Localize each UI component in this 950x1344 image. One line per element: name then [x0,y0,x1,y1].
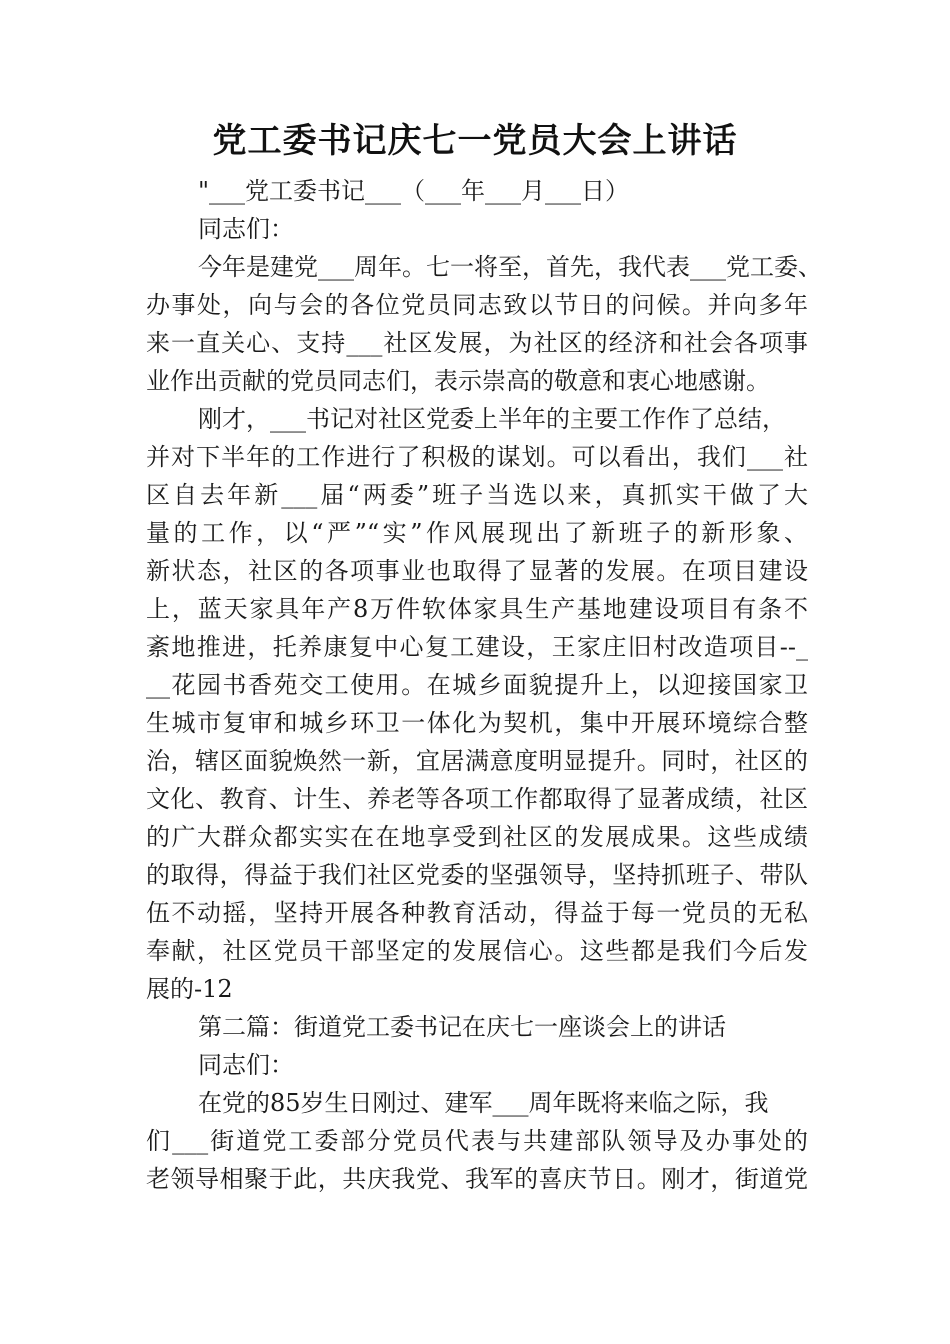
salutation: 同志们： [198,1051,294,1079]
paragraph-line: 伍不动摇，坚持开展各种教育活动，得益于每一党员的无私 [146,899,808,927]
paragraph-line: 刚才，___书记对社区党委上半年的主要工作作了总结， [198,405,786,433]
paragraph-line: 区自去年新___届“两委”班子当选以来，真抓实干做了大 [146,481,808,509]
section-heading: 第二篇：街道党工委书记在庆七一座谈会上的讲话 [198,1013,726,1041]
paragraph-line: 办事处，向与会的各位党员同志致以节日的问候。并向多年 [146,291,808,319]
paragraph-line: 紊地推进，托养康复中心复工建设，王家庄旧村改造项目--_ [146,633,808,661]
document-body [146,172,822,1198]
paragraph-line: 业作出贡献的党员同志们，表示崇高的敬意和衷心地感谢。 [146,367,770,395]
paragraph-line: 上，蓝天家具年产8万件软体家具生产基地建设项目有条不 [146,595,808,623]
byline: "___党工委书记___（___年___月___日） [198,177,630,205]
paragraph-line: 的广大群众都实实在在地享受到社区的发展成果。这些成绩 [146,823,808,851]
paragraph-line: 老领导相聚于此，共庆我党、我军的喜庆节日。刚才，街道党 [146,1165,808,1193]
paragraph-line: 奉献，社区党员干部坚定的发展信心。这些都是我们今后发 [146,937,808,965]
document-title: 党工委书记庆七一党员大会上讲话 [212,121,738,161]
paragraph-line: 治，辖区面貌焕然一新，宜居满意度明显提升。同时，社区的 [146,747,808,775]
paragraph-line: 的取得，得益于我们社区党委的坚强领导，坚持抓班子、带队 [146,861,808,889]
paragraph-line: 并对下半年的工作进行了积极的谋划。可以看出，我们___社 [146,443,808,471]
paragraph-line: 今年是建党___周年。七一将至，首先，我代表___党工委、 [198,253,822,281]
paragraph-line: 量的工作，以“严”“实”作风展现出了新班子的新形象、 [146,519,808,547]
paragraph-line: 生城市复审和城乡环卫一体化为契机，集中开展环境综合整 [146,709,808,737]
paragraph-line: 在党的85岁生日刚过、建军___周年既将来临之际，我 [198,1089,769,1117]
salutation: 同志们： [198,215,294,243]
paragraph-line: 文化、教育、计生、养老等各项工作都取得了显著成绩，社区 [146,785,808,813]
paragraph-line: 来一直关心、支持___社区发展，为社区的经济和社会各项事 [146,329,808,357]
paragraph-line: __花园书香苑交工使用。在城乡面貌提升上，以迎接国家卫 [146,671,808,699]
paragraph-line: 新状态，社区的各项事业也取得了显著的发展。在项目建设 [146,557,808,585]
paragraph-line: 展的-12 [146,975,233,1003]
paragraph-line: 们___街道党工委部分党员代表与共建部队领导及办事处的 [146,1127,808,1155]
